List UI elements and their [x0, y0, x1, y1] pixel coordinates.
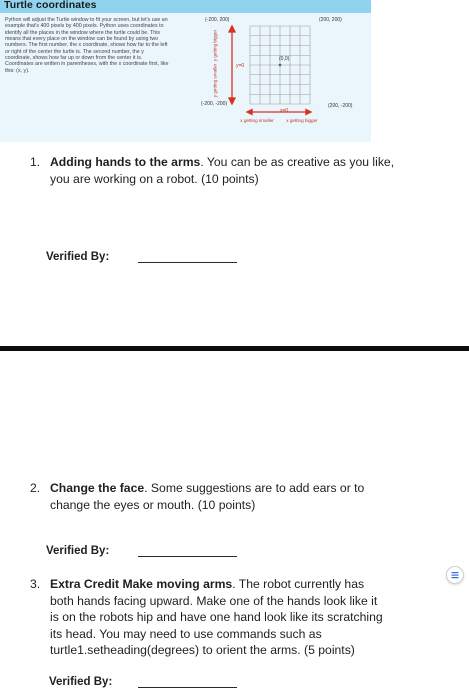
coordinate-grid — [250, 26, 310, 104]
question-3 — [30, 576, 440, 660]
y-bigger-label: y getting bigger — [212, 29, 218, 62]
x-zero-label: x=0 — [280, 108, 289, 114]
panel-title: Turtle coordinates — [4, 0, 97, 11]
list-icon — [447, 567, 463, 583]
coord-top-left: (-200, 200) — [205, 17, 230, 23]
signature-line[interactable] — [138, 687, 237, 688]
signature-line[interactable] — [138, 556, 237, 557]
question-text: its head. You may need to use commands such as — [50, 626, 322, 641]
y-smaller-label: y getting smaller — [212, 63, 218, 98]
question-number: 3. — [30, 577, 41, 591]
signature-line[interactable] — [138, 262, 237, 263]
origin-dot — [279, 64, 281, 66]
question-text: . The robot currently has — [232, 577, 365, 591]
panel-body-text: Python will adjust the Turtle window to fit your screen, but let's use an example that's 400 pixels by 400 pixels. Python uses coordinates to identify all the places in the window where the turtle could be. This means that every place on the window can be found by using two numbers. The first number, the x coordinate, shows how far to the left or right of the center the turtle is. The second number, the y coordinate, shows how far up or down from the center it is. Coordinates are written in parentheses, with the x coordinate first, like this: (x, y). — [5, 17, 169, 74]
verified-by-label: Verified By: — [49, 676, 113, 688]
floating-action-button[interactable] — [446, 566, 464, 584]
coord-bottom-left: (-200, -200) — [201, 101, 228, 107]
section-divider — [0, 346, 469, 351]
question-1 — [30, 154, 450, 188]
question-text: you are working on a robot. (10 points) — [50, 171, 259, 186]
question-title: Change the face — [50, 481, 145, 495]
question-title: Adding hands to the arms — [50, 155, 201, 169]
coord-bottom-right: (200, -200) — [328, 103, 353, 109]
verified-by-label: Verified By: — [46, 251, 110, 263]
question-text: . Some suggestions are to add ears or to — [144, 481, 365, 495]
x-axis-arrows — [247, 110, 311, 115]
question-text: is on the robots hip and have one hand look like its scratching — [50, 610, 383, 624]
question-text: both hands facing upward. Make one of the hands look like it — [50, 593, 378, 608]
x-smaller-label: x getting smaller — [240, 118, 274, 123]
coordinate-grid-diagram — [200, 20, 353, 120]
question-2 — [30, 480, 450, 514]
coord-top-right: (200, 200) — [319, 17, 342, 23]
question-text: change the eyes or mouth. (10 points) — [50, 497, 256, 512]
y-zero-label: y=0 — [236, 63, 245, 69]
question-text: turtle1.setheading(degrees) to orient the arms. (5 points) — [50, 643, 355, 657]
origin-label: (0,0) — [279, 56, 290, 62]
y-axis-arrows — [229, 26, 235, 104]
question-text: . You can be as creative as you like, — [200, 155, 395, 169]
x-bigger-label: x getting bigger — [286, 118, 318, 123]
question-number: 2. — [30, 481, 41, 495]
question-title: Extra Credit Make moving arms — [50, 577, 233, 591]
verified-by-label: Verified By: — [46, 545, 110, 557]
question-number: 1. — [30, 155, 41, 169]
